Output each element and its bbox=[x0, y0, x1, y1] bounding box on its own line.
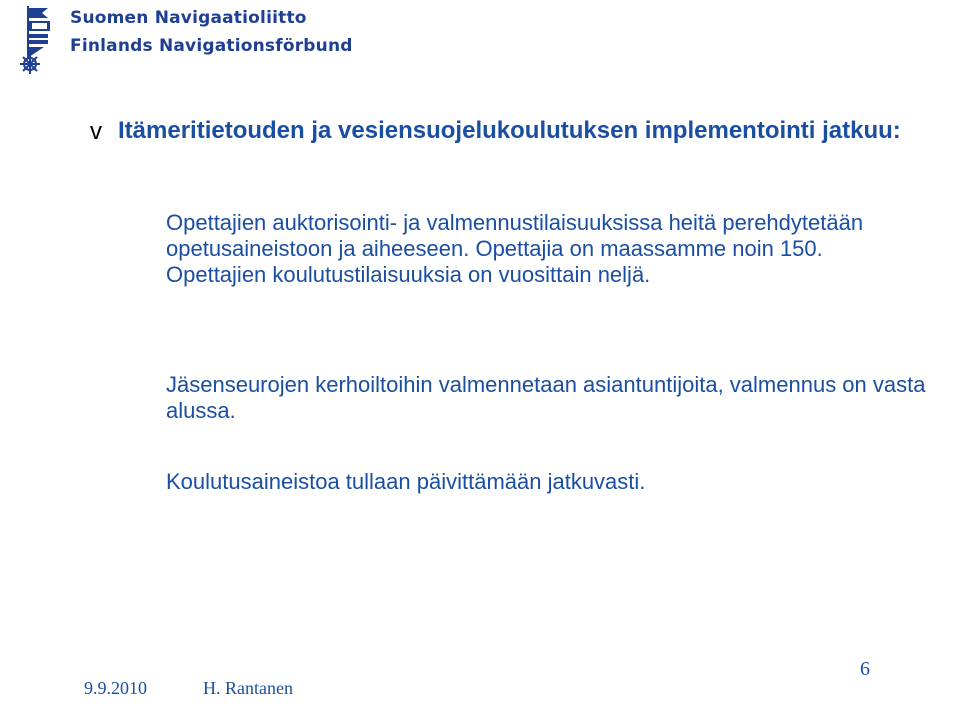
organization-logo bbox=[14, 2, 353, 74]
body-paragraph-materials: Koulutusaineistoa tullaan päivittämään jatkuvasti. bbox=[166, 469, 646, 494]
organization-name-swedish: Finlands Navigationsförbund bbox=[70, 36, 353, 56]
body-paragraph-teachers: Opettajien auktorisointi- ja valmennustilaisuuksissa heitä perehdytetään opetusaineistoon ja aiheeseen. Opettajia on maassamme noin 150. Opettajien koulutustilaisuuksia on vuosittain neljä. bbox=[166, 210, 864, 287]
title-bullet: v bbox=[90, 118, 102, 145]
body-paragraph-clubs: Jäsenseurojen kerhoiltoihin valmennetaan asiantuntijoita, valmennus on vasta alussa. bbox=[166, 372, 926, 423]
slide-title: Itämeritietouden ja vesiensuojelukoulutuksen implementointi jatkuu: bbox=[118, 117, 901, 144]
footer-author: H. Rantanen bbox=[203, 678, 293, 698]
flags-and-helm-logo-icon bbox=[14, 2, 66, 74]
footer-date: 9.9.2010 bbox=[84, 678, 147, 698]
organization-name-finnish: Suomen Navigaatioliitto bbox=[70, 8, 307, 28]
page-number: 6 bbox=[860, 658, 870, 680]
